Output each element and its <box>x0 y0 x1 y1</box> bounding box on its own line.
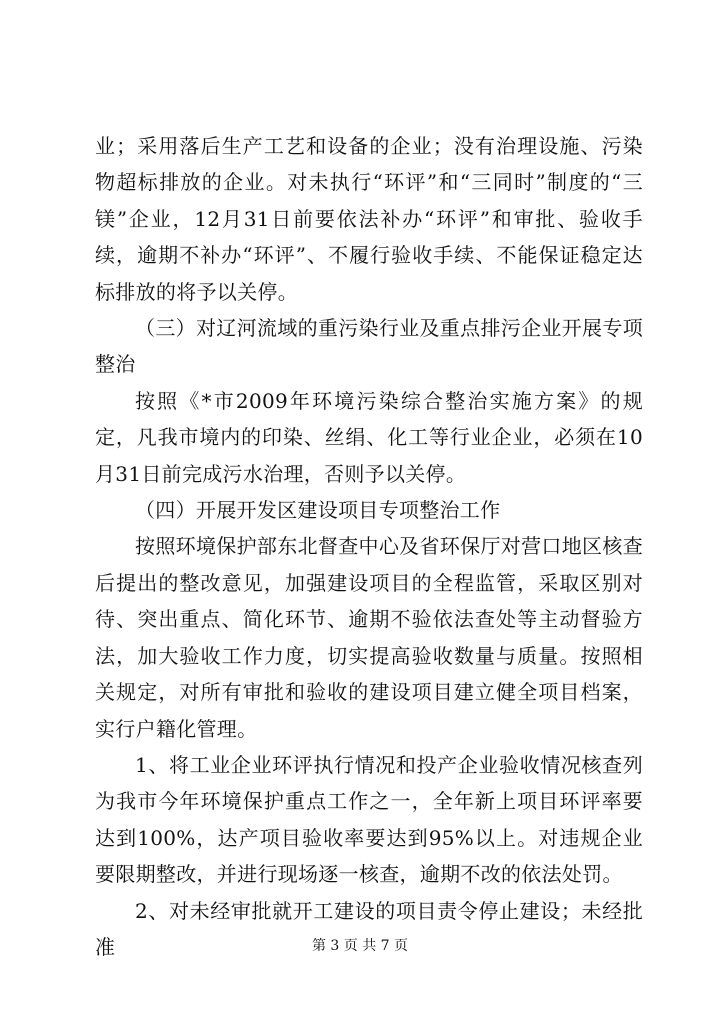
numbered-paragraph: 1、将工业企业环评执行情况和投产企业验收情况核查列为我市今年环境保护重点工作之一，全年新上项目环评率要达到100%，达产项目验收率要达到95%以上。对违规企业要限期整改，并进行现场逐一核查，逾期不改的依法处罚。 <box>95 752 643 887</box>
section-heading: （四）开展开发区建设项目专项整治工作 <box>135 498 501 523</box>
body-paragraph: 按照《*市2009年环境污染综合整治实施方案》的规定，凡我市境内的印染、丝绢、化工等行业企业，必须在10月31日前完成污水治理，否则予以关停。 <box>95 388 643 486</box>
numbered-paragraph: 2、对未经审批就开工建设的项目责令停止建设；未经批准 <box>95 898 643 959</box>
document-body <box>95 128 643 965</box>
body-paragraph: 业；采用落后生产工艺和设备的企业；没有治理设施、污染物超标排放的企业。对未执行“环评”和“三同时”制度的“三镁”企业，12月31日前要依法补办“环评”和审批、验收手续，逾期不补办“环评”、不履行验收手续、不能保证稳定达标排放的将予以关停。 <box>95 134 643 304</box>
body-paragraph: 按照环境保护部东北督查中心及省环保厅对营口地区核查后提出的整改意见，加强建设项目的全程监管，采取区别对待、突出重点、简化环节、逾期不验依法查处等主动督验方法，加大验收工作力度，切实提高验收数量与质量。按照相关规定，对所有审批和验收的建设项目建立健全项目档案，实行户籍化管理。 <box>95 534 643 741</box>
page-number-footer: 第 3 页 共 7 页 <box>311 938 409 954</box>
section-heading: （三）对辽河流域的重污染行业及重点排污企业开展专项整治 <box>95 316 643 377</box>
